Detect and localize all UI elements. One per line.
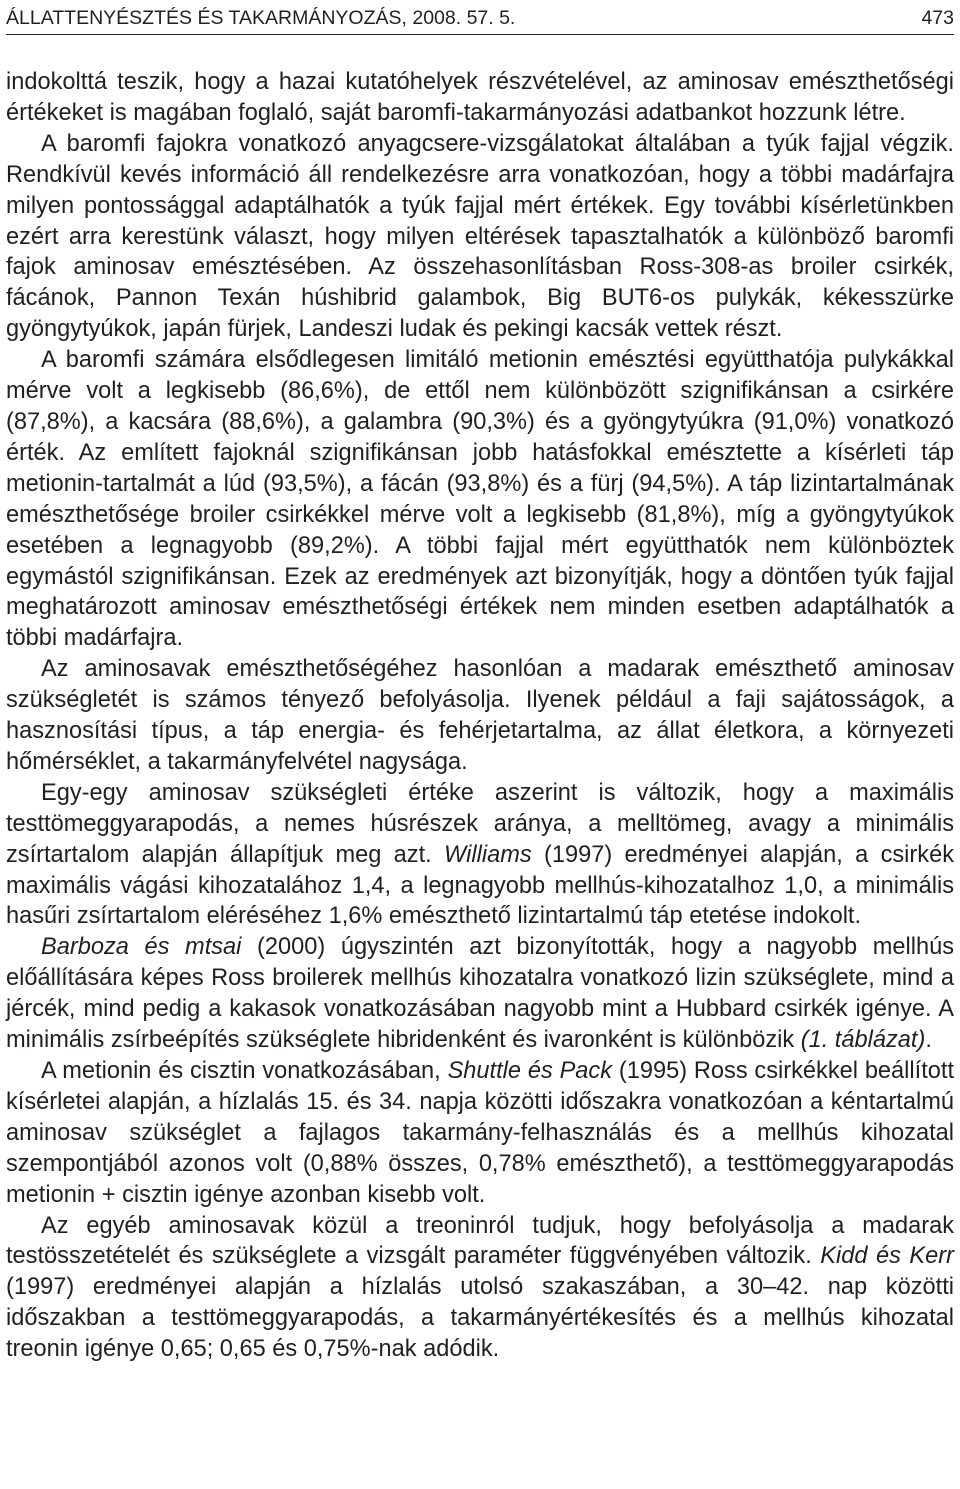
italic-text: Williams <box>444 841 532 868</box>
page-number: 473 <box>921 7 954 29</box>
running-head <box>6 0 954 35</box>
italic-text: Kidd és Kerr <box>820 1243 955 1270</box>
paragraph-7 <box>6 1056 954 1211</box>
journal-title: ÁLLATTENYÉSZTÉS ÉS TAKARMÁNYOZÁS, 2008. 57. 5. <box>6 7 516 29</box>
article-body <box>6 67 954 1365</box>
paragraph-5 <box>6 778 954 933</box>
italic-text: (1. táblázat) <box>800 1027 926 1054</box>
italic-text: Barboza és mtsai <box>41 934 242 961</box>
text-run: (2000) úgyszintén azt bizonyították, hogy a nagyobb mellhús előállítására képes Ross broilerek mellhús kihozatalra vonatkozó lizin szükséglete, mind a jércék, mind pedig a kakasok vonatkozásában nagyobb mint a Hubbard csirkék igénye. A minimális zsírbeépítés szükséglete hibridenként és ivaronként is különbözik <box>6 934 954 1054</box>
text-run: Egy-egy aminosav szükségleti értéke aszerint is változik, hogy a maximális testtömeggyarapodás, a nemes húsrészek aránya, a melltömeg, avagy a minimális zsírtartalom alapján állapítjuk meg azt. <box>6 779 954 868</box>
text-run: (1997) eredményei alapján a hízlalás utolsó szakaszában, a 30–42. nap közötti időszakban a testtömeggyarapodás, a takarmányértékesítés és a mellhús kihozatal treonin igénye 0,65; 0,65 és 0,75%-nak adódik. <box>6 1274 954 1363</box>
text-run: A metionin és cisztin vonatkozásában, <box>41 1058 448 1084</box>
paragraph-4 <box>6 654 954 778</box>
text-run: A baromfi fajokra vonatkozó anyagcsere-vizsgálatokat általában a tyúk fajjal végzik. Rendkívül kevés információ áll rendelkezésre arra vonatkozóan, hogy a többi madárfajra milyen pontossággal adaptálhatók a tyúk fajjal mért értékek. Egy további kísérletünkben ezért arra kerestünk választ, hogy milyen eltérések tapasztalhatók a különböző baromfi fajok aminosav emésztésében. Az összehasonlításban Ross-308-as broiler csirkék, fácánok, Pannon Texán húshibrid galambok, Big BUT6-os pulykák, kékesszürke gyöngytyúkok, japán fürjek, Landeszi ludak és pekingi kacsák vettek részt. <box>6 130 954 343</box>
paragraph-1 <box>6 67 954 129</box>
paragraph-3 <box>6 345 954 654</box>
text-run: Az egyéb aminosavak közül a treoninról tudjuk, hogy befolyásolja a madarak testösszetételét és szükséglete a vizsgált paraméter függvényében változik. <box>6 1212 954 1270</box>
text-run: Az aminosavak emészthetőségéhez hasonlóan a madarak emészthető aminosav szükségletét is számos tényező befolyásolja. Ilyenek például a faji sajátosságok, a hasznosítási típus, a táp energia- és fehérjetartalma, az állat életkora, a környezeti hőmérséklet, a takarmányfelvétel nagysága. <box>6 656 954 775</box>
text-run: A baromfi számára elsődlegesen limitáló metionin emésztési együtthatója pulykákkal mérve volt a legkisebb (86,6%), de ettől nem különbözött szignifikánsan a csirkére (87,8%), a kacsára (88,6%), a galambra (90,3%) és a gyöngytyúkra (91,0%) vonatkozó érték. Az említett fajoknál szignifikánsan jobb hatásfokkal emésztette a kísérleti táp metionin-tartalmát a lúd (93,5%), a fácán (93,8%) és a fürj (94,5%). A táp lizintartalmának emészthetősége broiler csirkékkel mérve volt a legkisebb (81,8%), míg a gyöngytyúkok esetében a legnagyobb (89,2%). A többi fajjal mért együtthatók nem különböztek egymástól szignifikánsan. Ezek az eredmények azt bizonyítják, hogy a döntően tyúk fajjal meghatározott aminosav emészthetőségi értékek nem minden esetben adaptálhatók a többi madárfajra. <box>6 347 954 652</box>
italic-text: Shuttle és Pack <box>447 1058 613 1084</box>
paragraph-6 <box>6 932 954 1056</box>
paragraph-2 <box>6 129 954 345</box>
text-run: (1997) eredményei alapján, a csirkék maximális vágási kihozatalához 1,4, a legnagyobb mellhús-kihozatalhoz 1,0, a minimális hasűri zsírtartalom eléréséhez 1,6% emészthető lizintartalmú táp etetése indokolt. <box>6 841 954 930</box>
text-run: (1995) Ross csirkékkel beállított kísérletei alapján, a hízlalás 15. és 34. napja közötti időszakra vonatkozóan a kéntartalmú aminosav szükséglet a fajlagos takarmány-felhasználás és a mellhús kihozatal szempontjából azonos volt (0,88% összes, 0,78% emészthető), a testtömeggyarapodás metionin + cisztin igénye azonban kisebb volt. <box>6 1058 955 1208</box>
text-run: indokolttá teszik, hogy a hazai kutatóhelyek részvételével, az aminosav emészthetőségi értékeket is magában foglaló, saját baromfi-takarmányozási adatbankot hozzunk létre. <box>6 69 954 126</box>
paragraph-8 <box>6 1211 954 1366</box>
text-run: . <box>925 1027 932 1054</box>
